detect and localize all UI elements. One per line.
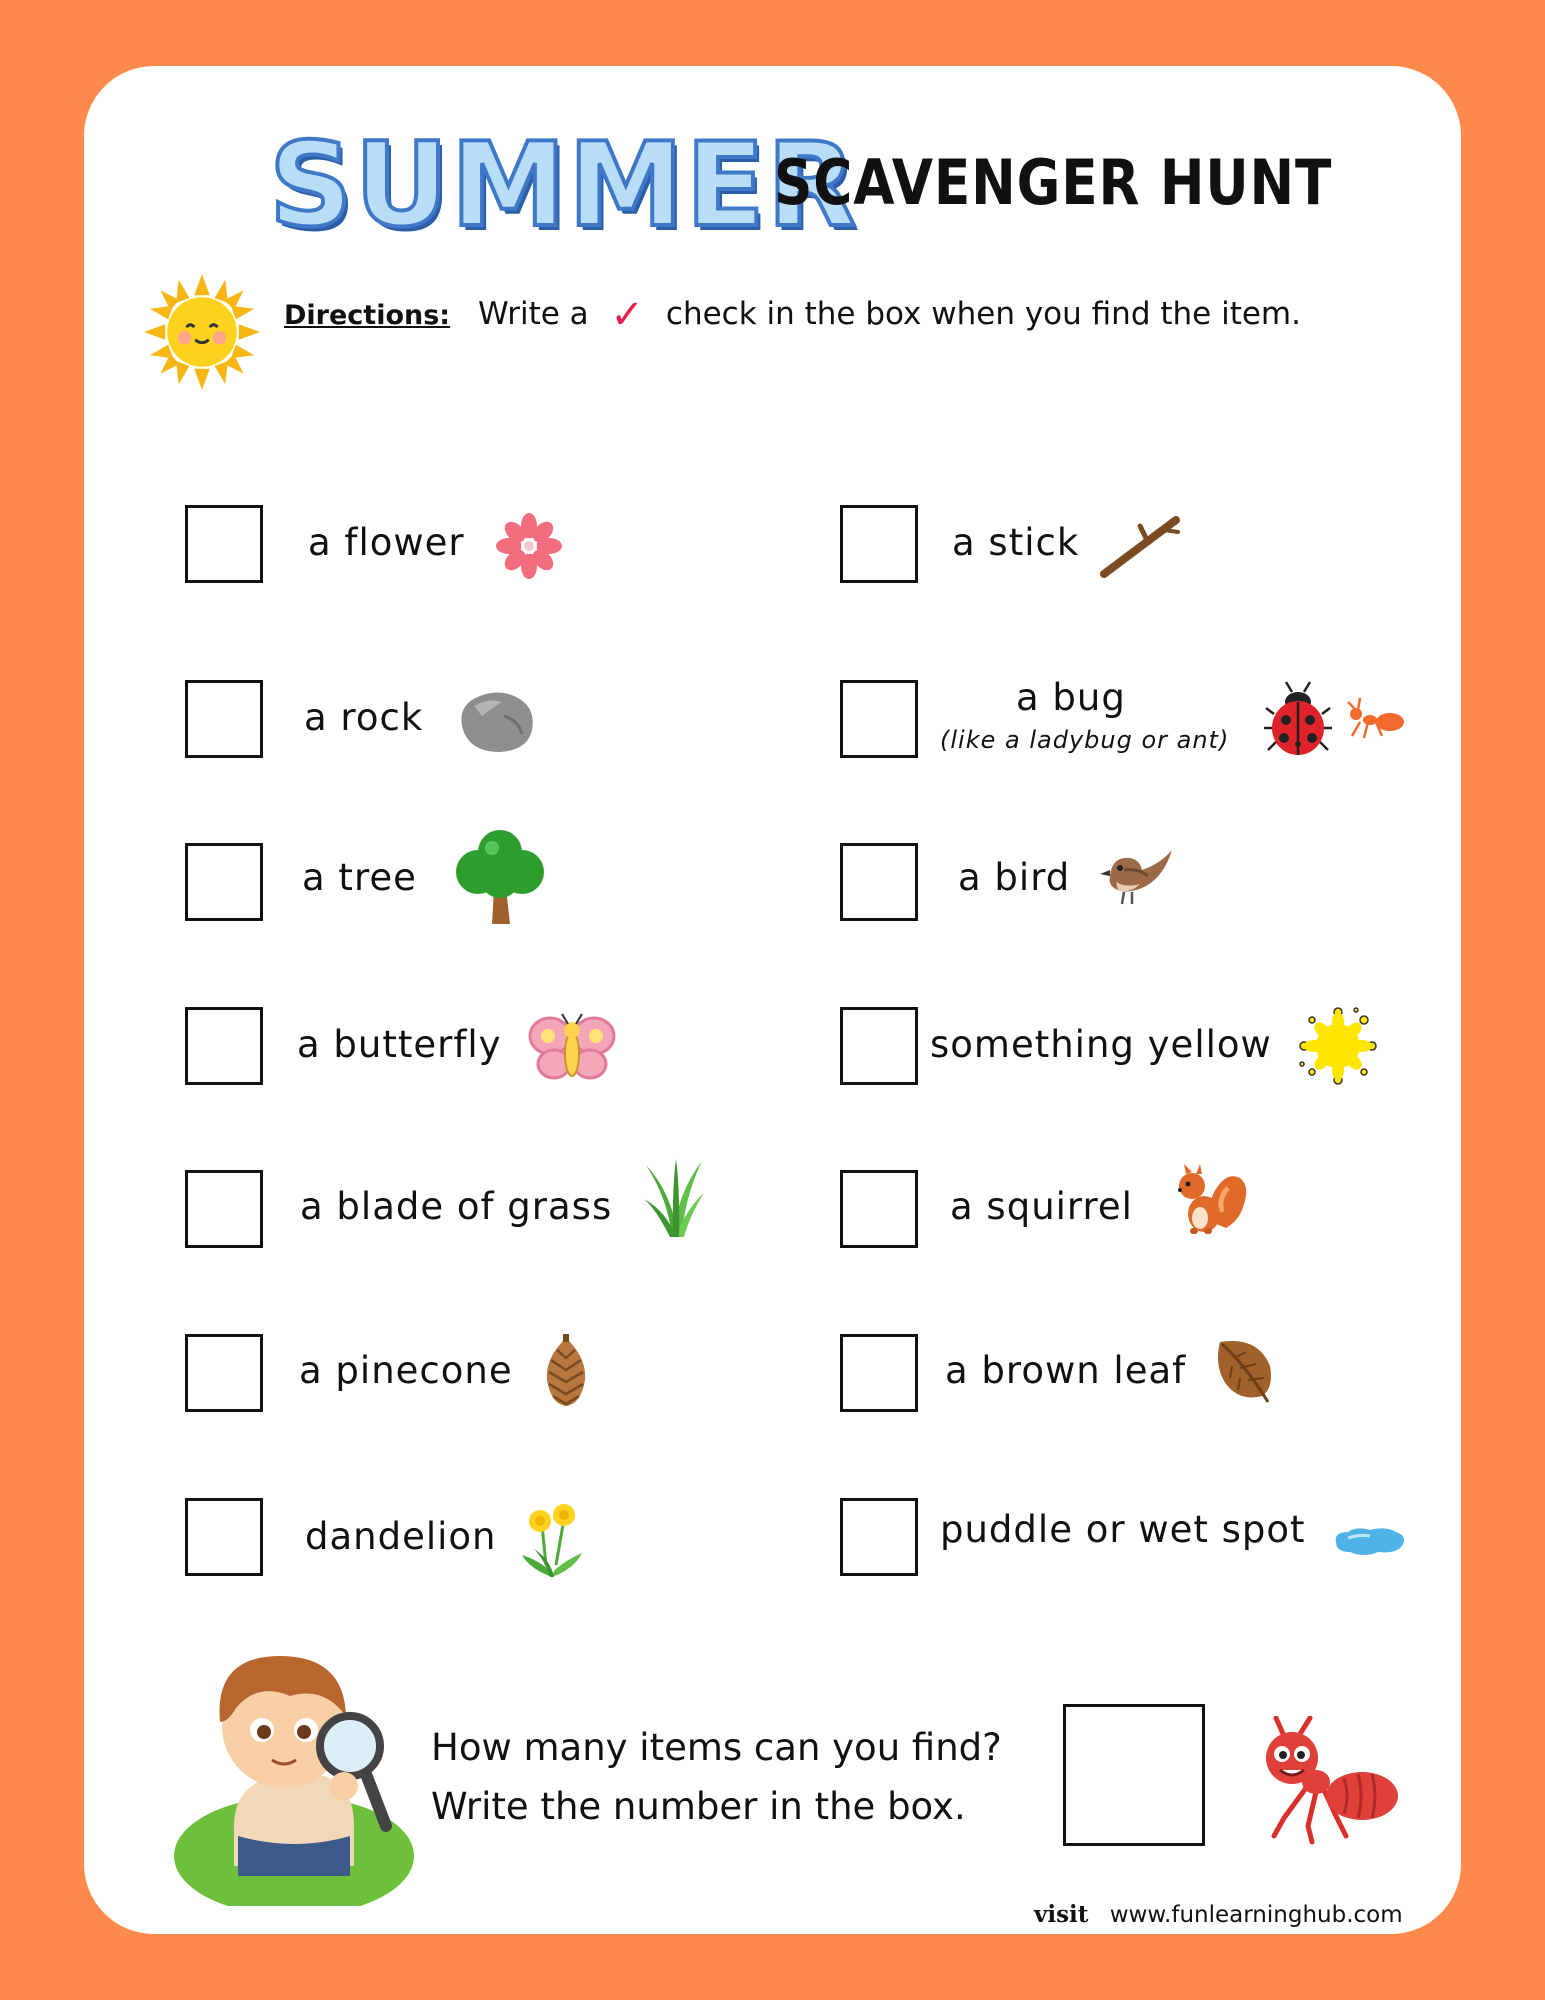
pinecone-icon	[541, 1334, 591, 1408]
question-line-1: How many items can you find?	[431, 1726, 1002, 1769]
item-label: a bug	[1016, 676, 1126, 719]
checkbox[interactable]	[840, 1007, 918, 1085]
title-scavenger-hunt: SCAVENGER HUNT	[774, 146, 1333, 219]
footer-url[interactable]: www.funlearninghub.com	[1109, 1902, 1403, 1928]
leaf-icon	[1212, 1336, 1276, 1406]
worksheet-card	[84, 66, 1461, 1934]
butterfly-icon	[528, 1012, 616, 1086]
checkbox[interactable]	[185, 1498, 263, 1576]
directions-text-start: Write a	[477, 296, 589, 332]
rock-icon	[454, 686, 538, 756]
item-label: a brown leaf	[945, 1349, 1187, 1392]
dandelion-icon	[520, 1503, 584, 1579]
directions	[284, 292, 1301, 338]
check-icon: ✓	[610, 292, 645, 338]
grass-icon	[642, 1159, 706, 1239]
checkbox[interactable]	[840, 1334, 918, 1412]
ant-icon	[1254, 1716, 1404, 1846]
item-label: a bird	[958, 856, 1071, 899]
item-label: a stick	[952, 521, 1080, 564]
tree-icon	[454, 828, 546, 926]
bottom-question	[431, 1718, 1002, 1836]
checkbox[interactable]	[185, 1007, 263, 1085]
checkbox[interactable]	[840, 505, 918, 583]
checkbox[interactable]	[185, 1334, 263, 1412]
item-label: a butterfly	[297, 1023, 502, 1066]
stick-icon	[1100, 514, 1182, 580]
title-summer: SUMMER	[269, 118, 859, 253]
checkbox[interactable]	[840, 1170, 918, 1248]
puddle-icon	[1330, 1524, 1408, 1560]
yellow-splat-icon	[1298, 1006, 1378, 1086]
checkbox[interactable]	[185, 843, 263, 921]
item-label: something yellow	[930, 1023, 1272, 1066]
checkbox[interactable]	[840, 680, 918, 758]
footer	[1034, 1901, 1403, 1928]
squirrel-icon	[1170, 1164, 1250, 1236]
directions-text-end: check in the box when you find the item.	[665, 296, 1301, 332]
item-label: dandelion	[305, 1515, 497, 1558]
answer-box[interactable]	[1063, 1704, 1205, 1846]
boy-magnifier-icon	[174, 1626, 424, 1906]
checkbox[interactable]	[185, 680, 263, 758]
question-line-2: Write the number in the box.	[431, 1785, 966, 1828]
item-label: puddle or wet spot	[940, 1508, 1306, 1551]
item-label: a blade of grass	[300, 1185, 613, 1228]
checkbox[interactable]	[185, 505, 263, 583]
checkbox[interactable]	[185, 1170, 263, 1248]
footer-visit-label: visit	[1034, 1901, 1089, 1928]
bird-icon	[1096, 846, 1174, 906]
item-label: a flower	[308, 521, 465, 564]
ladybug-ant-icon	[1264, 680, 1414, 758]
directions-label: Directions:	[284, 300, 451, 331]
item-label: a tree	[302, 856, 417, 899]
flower-icon	[496, 513, 562, 579]
checkbox[interactable]	[840, 1498, 918, 1576]
item-sublabel: (like a ladybug or ant)	[940, 726, 1230, 754]
item-label: a squirrel	[950, 1185, 1133, 1228]
checkbox[interactable]	[840, 843, 918, 921]
item-label: a rock	[304, 696, 424, 739]
sun-icon	[144, 274, 260, 390]
item-label: a pinecone	[299, 1349, 513, 1392]
